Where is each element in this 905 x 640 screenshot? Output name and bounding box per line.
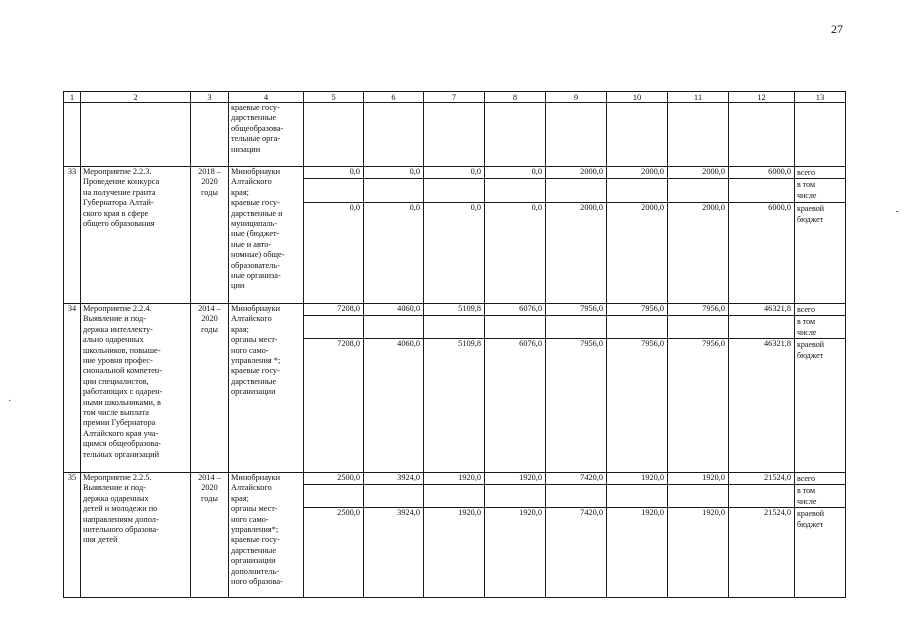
table-row: [64, 304, 846, 316]
source-label: краевой бюджет: [795, 203, 846, 304]
source-label: краевой бюджет: [795, 339, 846, 473]
value-cell: 21524,0: [729, 508, 795, 598]
value-cell: 1920,0: [485, 508, 546, 598]
value-cell: 1920,0: [424, 473, 485, 485]
col-header: 6: [364, 92, 424, 103]
value-cell: 7420,0: [546, 508, 607, 598]
value-cell: 2500,0: [304, 473, 364, 485]
value-cell: 1920,0: [607, 508, 668, 598]
executor-cell: Минобрнауки Алтайского края; органы мест- ного само- управления *; краевые госу- дарственные организации: [229, 304, 304, 473]
value-cell: 1920,0: [424, 508, 485, 598]
value-cell: 5109,8: [424, 339, 485, 473]
value-cell: 2500,0: [304, 508, 364, 598]
source-label: всего: [795, 304, 846, 316]
value-cell: 2000,0: [546, 167, 607, 179]
event-description: Мероприятие 2.2.4. Выявление и под- держка интеллекту- ально одаренных школьников, повыше- ние уровня профес- сиональной компетен- ции специалистов, работающих с одарен- ными школьниками, в том числе выплата премии Губернатора Алтайского края уча- щимся общеобразова- тельных организаций: [81, 304, 191, 473]
value-cell: 2000,0: [668, 203, 729, 304]
col-header: 1: [64, 92, 81, 103]
col-header: 9: [546, 92, 607, 103]
value-cell: 7956,0: [607, 304, 668, 316]
event-description: Мероприятие 2.2.3. Проведение конкурса на получение гранта Губернатора Алтай- ского края в сфере общего образования: [81, 167, 191, 304]
col-header: 8: [485, 92, 546, 103]
executor-cell: Минобрнауки Алтайского края; краевые госу- дарственные и муниципаль- ные (бюджет- ные и авто- номные) обще- образователь- ные организа- ции: [229, 167, 304, 304]
value-cell: 0,0: [424, 167, 485, 179]
col-header: 5: [304, 92, 364, 103]
value-cell: 3924,0: [364, 508, 424, 598]
col-header: 2: [81, 92, 191, 103]
value-cell: 1920,0: [668, 508, 729, 598]
value-cell: 1920,0: [607, 473, 668, 485]
value-cell: 3924,0: [364, 473, 424, 485]
value-cell: 4060,0: [364, 339, 424, 473]
period-cell: 2014 – 2020 годы: [191, 473, 229, 598]
value-cell: 0,0: [364, 203, 424, 304]
source-label: в том числе: [795, 316, 846, 339]
value-cell: 7956,0: [668, 339, 729, 473]
scan-mark-left: ·: [8, 396, 12, 407]
event-description: Мероприятие 2.2.5. Выявление и под- держка одаренных детей и молодежи по направлениям допол- нительного образова- ния детей: [81, 473, 191, 598]
source-label: в том числе: [795, 485, 846, 508]
col-header: 4: [229, 92, 304, 103]
value-cell: 0,0: [304, 203, 364, 304]
period-cell: 2018 – 2020 годы: [191, 167, 229, 304]
program-table: [63, 91, 846, 598]
source-label: в том числе: [795, 179, 846, 203]
value-cell: 0,0: [485, 167, 546, 179]
continuation-row: [64, 103, 846, 167]
value-cell: 6000,0: [729, 167, 795, 179]
value-cell: 46321,8: [729, 304, 795, 316]
col-header: 7: [424, 92, 485, 103]
col-header: 13: [795, 92, 846, 103]
value-cell: 2000,0: [607, 167, 668, 179]
source-label: всего: [795, 473, 846, 485]
value-cell: 6076,0: [485, 339, 546, 473]
value-cell: 4060,0: [364, 304, 424, 316]
value-cell: 7956,0: [546, 339, 607, 473]
row-number: 34: [64, 304, 81, 473]
executor-cell: Минобрнауки Алтайского края; органы мест- ного само- управления*; краевые госу- дарственные организации дополнитель- ного образова-: [229, 473, 304, 598]
value-cell: 7208,0: [304, 304, 364, 316]
value-cell: 1920,0: [485, 473, 546, 485]
value-cell: 2000,0: [607, 203, 668, 304]
column-number-row: [64, 92, 846, 103]
value-cell: 0,0: [364, 167, 424, 179]
value-cell: 6076,0: [485, 304, 546, 316]
value-cell: 6000,0: [729, 203, 795, 304]
value-cell: 2000,0: [546, 203, 607, 304]
value-cell: 5109,8: [424, 304, 485, 316]
scan-mark-right: -: [895, 206, 899, 217]
col-header: 3: [191, 92, 229, 103]
col-header: 12: [729, 92, 795, 103]
value-cell: 7956,0: [607, 339, 668, 473]
value-cell: 2000,0: [668, 167, 729, 179]
value-cell: 7956,0: [546, 304, 607, 316]
value-cell: 0,0: [424, 203, 485, 304]
value-cell: 1920,0: [668, 473, 729, 485]
value-cell: 0,0: [304, 167, 364, 179]
value-cell: 7208,0: [304, 339, 364, 473]
table-row: [64, 473, 846, 485]
period-cell: 2014 – 2020 годы: [191, 304, 229, 473]
page-number: 27: [831, 22, 843, 36]
value-cell: 0,0: [485, 203, 546, 304]
source-label: краевой бюджет: [795, 508, 846, 598]
source-label: всего: [795, 167, 846, 179]
col-header: 10: [607, 92, 668, 103]
value-cell: 21524,0: [729, 473, 795, 485]
value-cell: 7420,0: [546, 473, 607, 485]
row-number: 33: [64, 167, 81, 304]
col-header: 11: [668, 92, 729, 103]
value-cell: 7956,0: [668, 304, 729, 316]
executor-cell: краевые госу- дарственные общеобразова- тельные орга- низации: [229, 103, 304, 167]
table-row: [64, 167, 846, 179]
row-number: 35: [64, 473, 81, 598]
value-cell: 46321,8: [729, 339, 795, 473]
